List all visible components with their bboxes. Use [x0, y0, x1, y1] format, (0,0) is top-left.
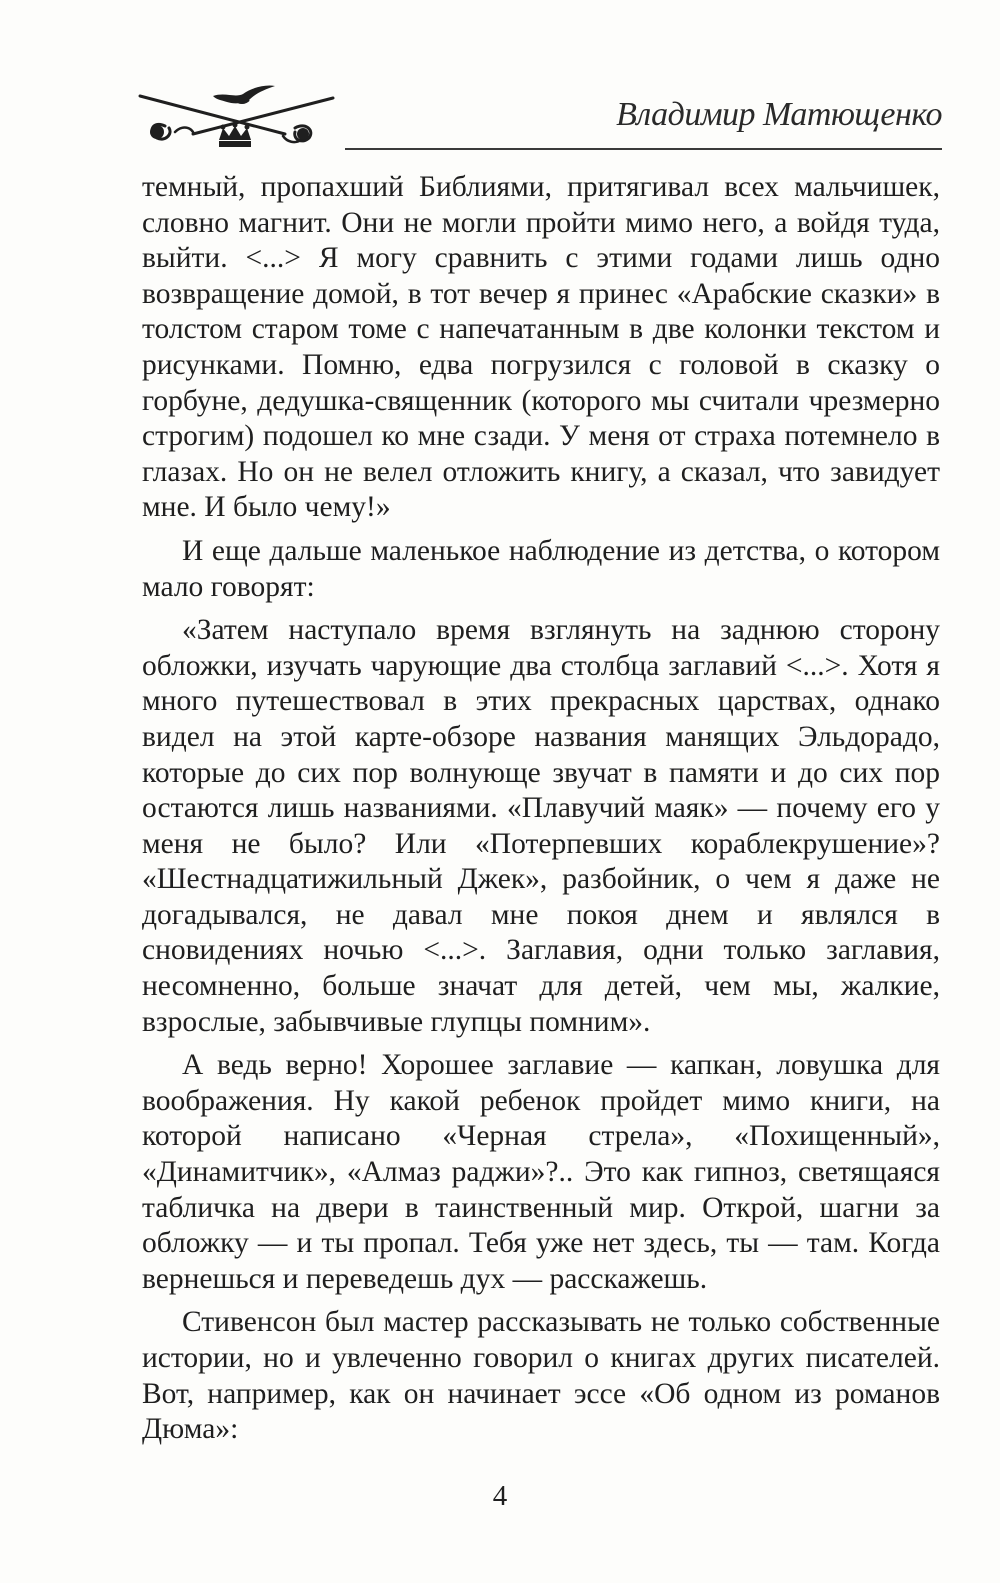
header-divider — [345, 148, 942, 150]
body-text — [142, 170, 940, 1448]
paragraph-5: Стивенсон был мастер рассказывать не только собственные истории, но и увлеченно говорил о книгах других писателей. Вот, например, как он начинает эссе «Об одном из романов Дюма»: — [142, 1306, 940, 1446]
crossed-swords-eagle-crown-icon — [135, 82, 340, 154]
running-header-author: Владимир Матющенко — [616, 96, 942, 133]
paragraph-2: И еще дальше маленькое наблюдение из детства, о котором мало говорят: — [142, 534, 940, 603]
page-number: 4 — [492, 1480, 508, 1512]
paragraph-1: темный, пропахший Библиями, притягивал всех мальчишек, словно магнит. Они не могли пройти мимо него, а войдя туда, выйти. <...> Я могу сравнить с этими годами лишь одно возвращение домой, в тот вечер я принес «Арабские сказки» в толстом старом томе с напечатанным в две колонки текстом и рисунками. Помню, едва погрузился с головой в сказку о горбуне, дедушка-священник (которого мы считали чрезмерно строгим) подошел ко мне сзади. У меня от страха потемнело в глазах. Но он не велел отложить книгу, а сказал, что завидует мне. И было чему!» — [142, 171, 940, 524]
paragraph-4: А ведь верно! Хорошее заглавие — капкан, ловушка для воображения. Ну какой ребенок пройдет мимо книги, на которой написано «Черная стрела», «Похищенный», «Динамитчик», «Алмаз раджи»?.. Это как гипноз, светящаяся табличка на двери в таинственный мир. Открой, шагни за обложку — и ты пропал. Тебя уже нет здесь, ты — там. Когда вернешься и переведешь дух — расскажешь. — [142, 1049, 940, 1295]
paragraph-3: «Затем наступало время взглянуть на заднюю сторону обложки, изучать чарующие два столбца заглавий <...>. Хотя я много путешествовал в этих прекрасных царствах, однако видел на этой карте-обзоре названия манящих Эльдорадо, которые до сих пор волнующе звучат в памяти и до сих пор остаются лишь названиями. «Плавучий маяк» — почему его у меня не было? Или «Потерпевших кораблекрушение»? «Шестнадцатижильный Джек», разбойник, о чем я даже не догадывался, не давал мне покоя днем и являлся в сновидениях ночью <...>. Заглавия, одни только заглавия, несомненно, больше значат для детей, чем мы, жалкие, взрослые, забывчивые глупцы помним». — [142, 614, 940, 1038]
